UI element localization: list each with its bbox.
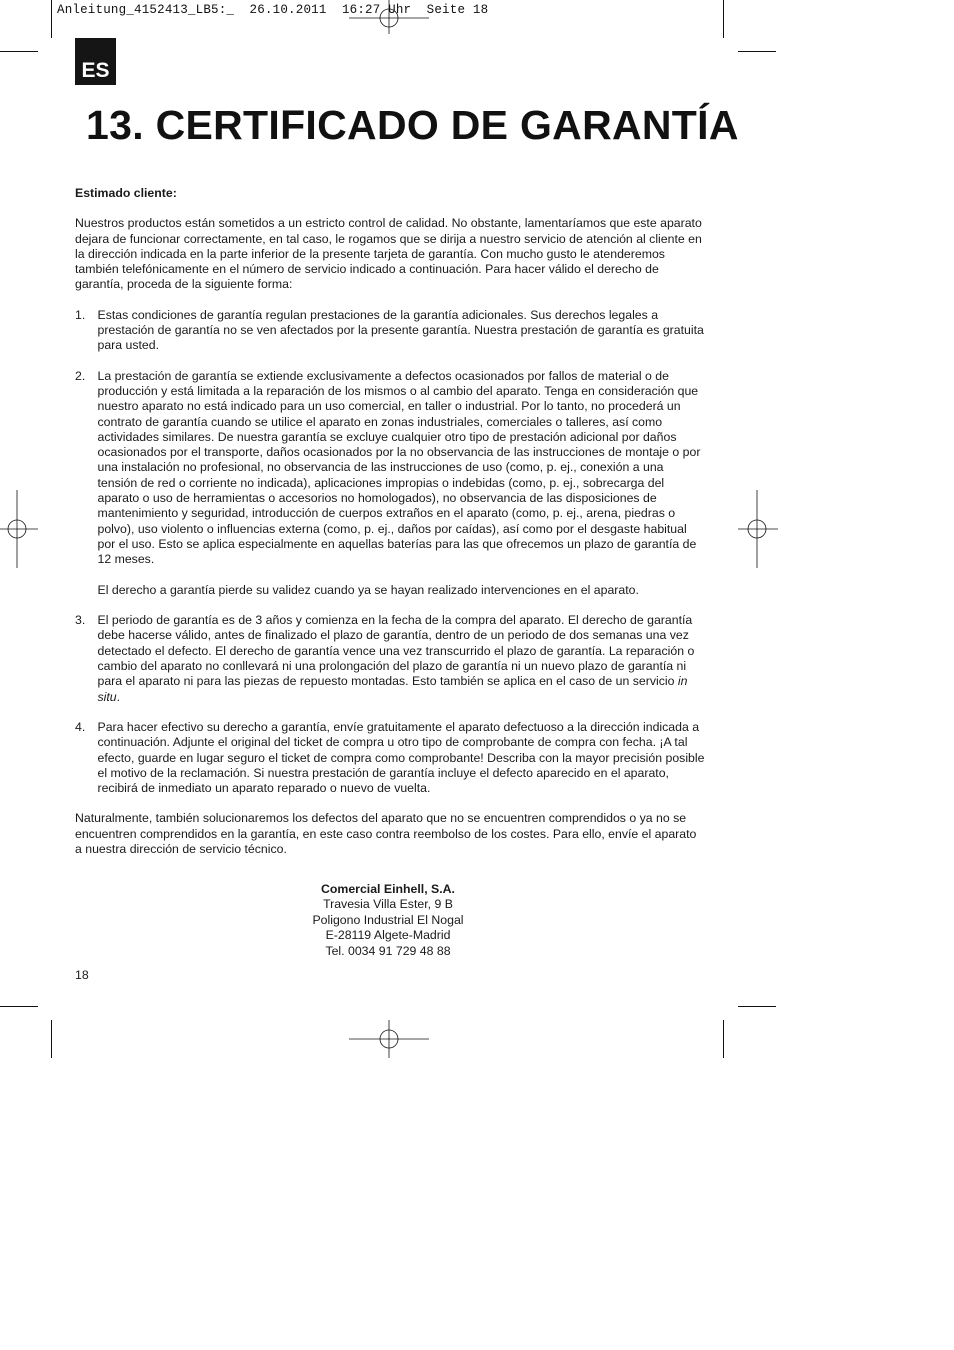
list-item-text: Estas condiciones de garantía regulan prestaciones de la garantía adicionales. Sus derechos legales a prestación de garantía no se ven afectados por la presente garantía. Nuestra prestación de garantía es gratuita para usted. — [97, 307, 704, 353]
list-item-number: 3. — [75, 613, 86, 628]
warranty-body — [75, 186, 705, 857]
registration-mark-icon — [0, 490, 38, 568]
address-city: E-28119 Algete-Madrid — [325, 928, 451, 943]
closing-paragraph: Naturalmente, también solucionaremos los defectos del aparato que no se encuentren comprendidos o ya no se encuentren comprendidos en la garantía, en este caso contra reembolso de los costes. Para ello, envíe el aparato a nuestra dirección de servicio técnico. — [75, 811, 697, 856]
address-area: Poligono Industrial El Nogal — [312, 912, 464, 927]
crop-mark — [738, 51, 776, 52]
registration-mark-icon — [349, 0, 429, 34]
crop-mark — [51, 0, 52, 38]
list-item — [75, 369, 705, 598]
list-item-text-italic: in situ — [97, 674, 688, 704]
list-item-text-suffix: . — [116, 689, 121, 704]
salutation: Estimado cliente: — [75, 186, 177, 200]
list-item — [75, 720, 705, 796]
crop-mark — [723, 1020, 724, 1058]
crop-mark — [723, 0, 724, 38]
address-company: Comercial Einhell, S.A. — [321, 882, 455, 896]
page-number: 18 — [75, 968, 89, 982]
crop-mark — [0, 51, 38, 52]
intro-paragraph: Nuestros productos están sometidos a un estricto control de calidad. No obstante, lamentaríamos que este aparato dejara de funcionar correctamente, en tal caso, le rogamos que se dirija a nuestro servicio de atención al cliente en la dirección indicada en la parte inferior de la presente tarjeta de garantía. Con mucho gusto le atenderemos también telefónicamente en el número de servicio indicado a continuación. Para hacer válido el derecho de garantía, proceda de la siguiente forma: — [75, 216, 702, 292]
crop-mark — [51, 1020, 52, 1058]
service-address — [238, 882, 538, 959]
address-phone: Tel. 0034 91 729 48 88 — [325, 943, 451, 958]
address-street: Travesia Villa Ester, 9 B — [323, 897, 453, 912]
list-item-number: 4. — [75, 719, 86, 734]
list-item-text — [98, 613, 706, 705]
print-slug: Anleitung_4152413_LB5:_ 26.10.2011 16:27 Uhr Seite 18 — [57, 3, 489, 17]
language-badge: ES — [75, 38, 116, 85]
registration-mark-icon — [349, 1020, 429, 1058]
list-item-number: 2. — [75, 368, 86, 383]
list-item-note: El derecho a garantía pierde su validez cuando ya se hayan realizado intervenciones en el aparato. — [97, 582, 639, 597]
list-item-text: La prestación de garantía se extiende exclusivamente a defectos ocasionados por fallos de material o de producción y está limitada a la reparación de los mismos o al cambio del aparato. Tenga en consideración que nuestro aparato no está indicado para un uso comercial, en taller o industrial. Por lo tanto, no procederá un contrato de garantía cuando se utilice el aparato en zonas industriales, comerciales o talleres, así como actividades similares. De nuestra garantía se excluye cualquier otro tipo de prestación adicional por daños ocasionados por el transporte, daños ocasionados por la no observancia de las instrucciones de montaje o por una instalación no profesional, no observancia de las instrucciones de uso (como, p. ej., conexión a una tensión de red o corriente no indicada), aplicaciones impropias o indebidas (como, p. ej., sobrecarga del aparato o uso de herramientas o accesorios no homologados), no observancia de las disposiciones de mantenimiento y seguridad, introducción de cuerpos extraños en el aparato (como, p. ej., arena, piedras o polvo), uso violento o influencias externa (como, p. ej., daños por caídas), así como por el desgaste habitual por el uso. Esto se aplica especialmente en aquellas baterías para las que ofrecemos un plazo de garantía de 12 meses. — [97, 368, 701, 567]
crop-mark — [0, 1006, 38, 1007]
crop-mark — [738, 1006, 776, 1007]
list-item — [75, 613, 705, 705]
registration-mark-icon — [738, 490, 778, 568]
list-item — [75, 308, 705, 354]
list-item-text: Para hacer efectivo su derecho a garantía, envíe gratuitamente el aparato defectuoso a la dirección indicada a continuación. Adjunte el original del ticket de compra u otro tipo de comprobante de compra con fecha. ¡A tal efecto, guarde en lugar seguro el ticket de compra como comprobante! Describa con la mayor precisión posible el motivo de la reclamación. Si nuestra prestación de garantía incluye el defecto aparecido en el aparato, recibirá de inmediato un aparato reparado o nuevo de vuelta. — [97, 719, 705, 796]
page-title: 13. CERTIFICADO DE GARANTÍA — [86, 102, 739, 148]
list-item-number: 1. — [75, 307, 86, 322]
list-item-text-main: El periodo de garantía es de 3 años y comienza en la fecha de la compra del aparato. El derecho de garantía debe hacerse válido, antes de finalizado el plazo de garantía, dentro de un periodo de dos semanas una vez detectado el defecto. El derecho de garantía vence una vez transcurrido el plazo de garantía. La reparación o cambio del aparato no conllevará ni una prolongación del plazo de garantía ni un nuevo plazo de garantía ni para el aparato ni para las piezas de repuesto montadas. Esto también se aplica en el caso de un servicio — [97, 613, 695, 689]
